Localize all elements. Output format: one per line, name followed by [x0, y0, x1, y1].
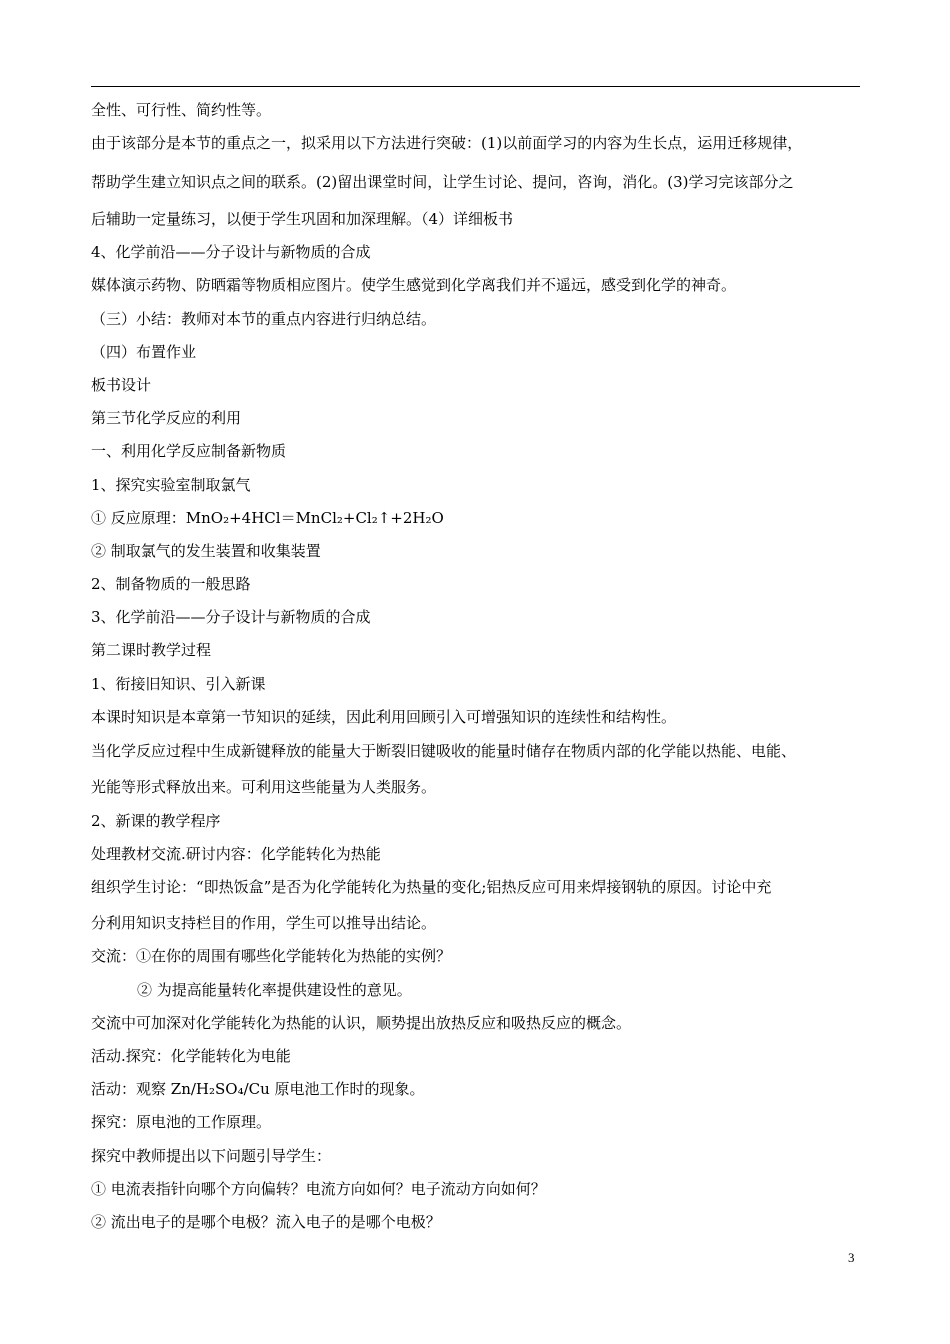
text-line: 处理教材交流.研讨内容：化学能转化为热能: [91, 845, 381, 863]
text-line: ② 为提高能量转化率提供建设性的意见。: [137, 981, 412, 999]
text-line: 由于该部分是本节的重点之一，拟采用以下方法进行突破：(1)以前面学习的内容为生长点，运用迁移规律，: [91, 134, 803, 152]
text-line: 4、化学前沿——分子设计与新物质的合成: [91, 243, 371, 261]
text-line: 组织学生讨论：“即热饭盒”是否为化学能转化为热量的变化;铝热反应可用来焊接钢轨的原因。讨论中充: [91, 878, 772, 896]
text-line: 探究：原电池的工作原理。: [91, 1113, 272, 1131]
text-line: ① 反应原理：MnO₂+4HCl＝MnCl₂+Cl₂↑+2H₂O: [91, 509, 444, 527]
text-line: ① 电流表指针向哪个方向偏转？电流方向如何？电子流动方向如何？: [91, 1180, 546, 1198]
text-line: 3、化学前沿——分子设计与新物质的合成: [91, 608, 371, 626]
text-line: 1、探究实验室制取氯气: [91, 476, 251, 494]
text-line: 探究中教师提出以下问题引导学生：: [91, 1147, 332, 1165]
text-line: 本课时知识是本章第一节知识的延续，因此利用回顾引入可增强知识的连续性和结构性。: [91, 708, 677, 726]
text-line: 第二课时教学过程: [91, 641, 212, 659]
page-number: 3: [848, 1250, 855, 1265]
text-line: 全性、可行性、简约性等。: [91, 101, 272, 119]
text-line: （四）布置作业: [91, 343, 197, 361]
text-line: 活动.探究：化学能转化为电能: [91, 1047, 291, 1065]
text-line: 媒体演示药物、防晒霜等物质相应图片。使学生感觉到化学离我们并不遥远，感受到化学的神奇。: [91, 276, 737, 294]
text-line: 分利用知识支持栏目的作用，学生可以推导出结论。: [91, 914, 437, 932]
text-line: 后辅助一定量练习，以便于学生巩固和加深理解。（4）详细板书: [91, 210, 514, 228]
text-line: 一、利用化学反应制备新物质: [91, 442, 287, 460]
text-line: 交流中可加深对化学能转化为热能的认识，顺势提出放热反应和吸热反应的概念。: [91, 1014, 632, 1032]
text-line: （三）小结：教师对本节的重点内容进行归纳总结。: [91, 310, 437, 328]
text-line: 光能等形式释放出来。可利用这些能量为人类服务。: [91, 778, 437, 796]
text-line: ② 制取氯气的发生装置和收集装置: [91, 542, 321, 560]
text-line: 2、制备物质的一般思路: [91, 575, 251, 593]
text-line: ② 流出电子的是哪个电极？流入电子的是哪个电极？: [91, 1213, 441, 1231]
text-line: 板书设计: [91, 376, 152, 394]
text-line: 当化学反应过程中生成新键释放的能量大于断裂旧键吸收的能量时储存在物质内部的化学能以热能、电能、: [91, 742, 797, 760]
text-line: 2、新课的教学程序: [91, 812, 221, 830]
text-line: 活动：观察 Zn/H₂SO₄/Cu 原电池工作时的现象。: [91, 1080, 425, 1098]
text-line: 第三节化学反应的利用: [91, 409, 242, 427]
text-line: 1、衔接旧知识、引入新课: [91, 675, 266, 693]
text-line: 交流：①在你的周围有哪些化学能转化为热能的实例？: [91, 947, 452, 965]
text-line: 帮助学生建立知识点之间的联系。(2)留出课堂时间，让学生讨论、提问，咨询，消化。(3)学习完该部分之: [91, 173, 794, 191]
header-rule: [91, 86, 860, 87]
